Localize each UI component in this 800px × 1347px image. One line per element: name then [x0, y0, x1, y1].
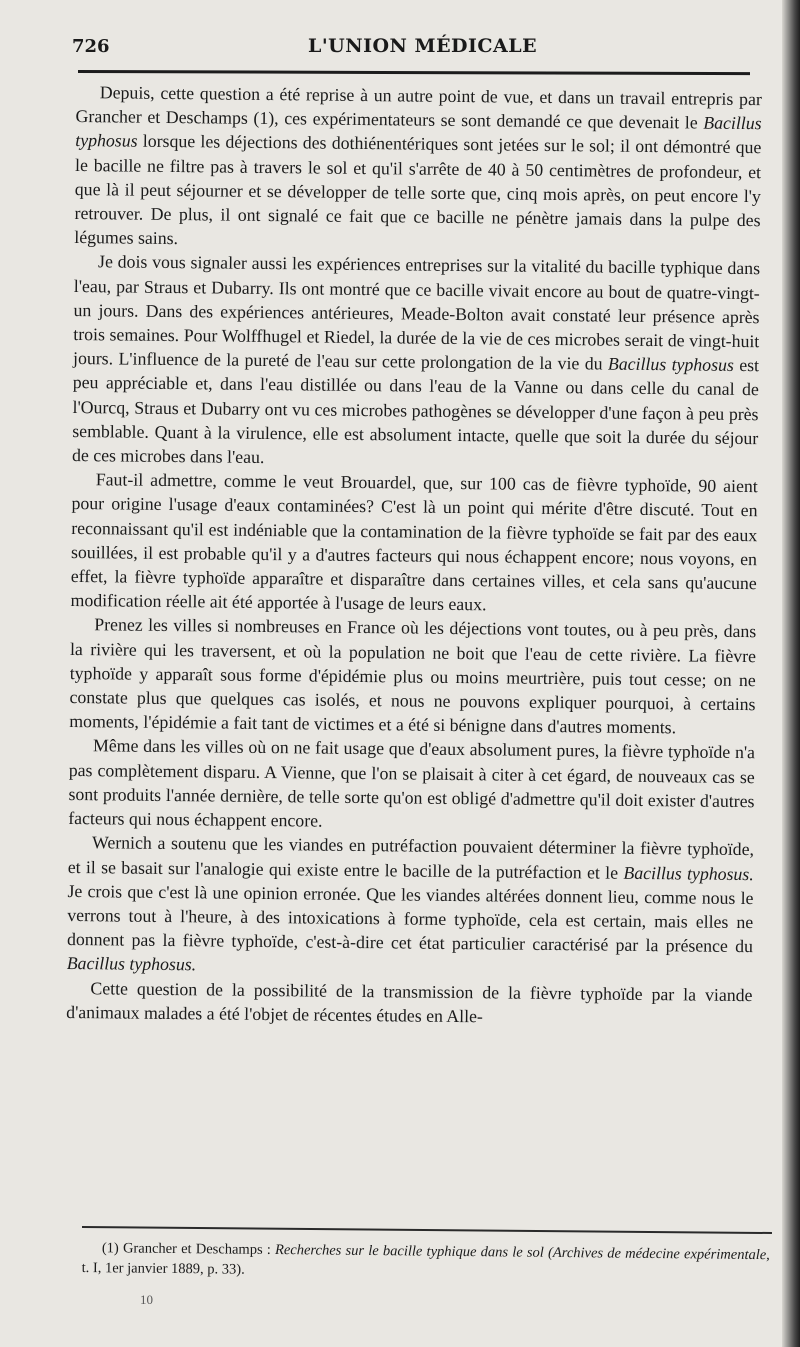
footnote-rule — [82, 1226, 772, 1234]
paragraph-2: Je dois vous signaler aussi les expériences entreprises sur la vitalité du bacille typhique dans l'eau, par Straus et Dubarry. Ils ont montré que ce bacille vivait encore au bout de quatre-vingt-un jours. Dans des expériences antérieures, Meade-Bolton avait constaté leur présence après trois semaines. Pour Wolffhugel et Riedel, la durée de la vie de ces microbes serait de vingt-huit jours. L'influence de la pureté de l'eau sur cette prolongation de la vie du Bacillus typhosus est peu appréciable et, dans l'eau distillée ou dans l'eau de la Vanne ou dans celle du canal de l'Ourcq, Straus et Dubarry ont vu ces microbes pathogènes se développer d'une façon à peu près semblable. Quant à la virulence, elle est absolument intacte, quelle que soit la durée du séjour de ces microbes dans l'eau. — [71, 251, 761, 468]
header-rule — [78, 70, 750, 75]
page-edge-shadow — [782, 0, 800, 1347]
signature-mark: 10 — [140, 1292, 153, 1307]
running-title: L'UNION MÉDICALE — [308, 35, 538, 57]
paragraph-7: Cette question de la possibilité de la transmission de la fièvre typhoïde par la viande d'animaux malades a été l'objet de récentes études en Alle- — [66, 977, 753, 1027]
paragraph-1: Depuis, cette question a été reprise à un autre point de vue, et dans un travail entrepris par Grancher et Deschamps (1), ces expérimentateurs se sont demandé ce que devenait le Bacillus typhosus lorsque les déjections des dothiénentériques sont jetées sur le sol; il ont démontré que le bacille ne filtre pas à travers le sol et qu'il s'arrête de 40 à 50 centimètres de profondeur, et que là il peut séjourner et se développer de telle sorte que, cinq mois après, on peut encore l'y retrouver. De plus, il ont signalé ce fait que ce bacille ne pénètre jamais dans la pulpe des légumes sains. — [74, 82, 762, 249]
article-body — [66, 80, 762, 1031]
paragraph-6: Wernich a soutenu que les viandes en putréfaction pouvaient déterminer la fièvre typhoïde, et il se basait sur l'analogie qui existe entre le bacille de la putréfaction et le Bacillus typhosus. Je crois que c'est là une opinion erronée. Que les viandes altérées donnent lieu, comme nous le verrons tout à l'heure, à des intoxications à forme typhoïde, cela est certain, mais elles ne donnent pas la fièvre typhoïde, c'est-à-dire cet état particulier caractérisé par la présence du Bacillus typhosus. — [66, 832, 755, 975]
page-number: 726 — [72, 36, 110, 57]
footnote: (1) Grancher et Deschamps : Recherches sur le bacille typhique dans le sol (Archives de médecine expérimentale, t. I, 1er janvier 1889, p. 33). — [81, 1240, 770, 1278]
page-header — [68, 32, 758, 66]
paragraph-5: Même dans les villes où on ne fait usage que d'eaux absolument pures, la fièvre typhoïde n'a pas complètement disparu. A Vienne, que l'on se plaisait à citer à cet égard, de nouveaux cas se sont produits l'année dernière, de telle sorte qu'on est obligé d'admettre qu'il doit exister d'autres facteurs qui nous échappent encore. — [68, 735, 756, 831]
paragraph-4: Prenez les villes si nombreuses en France où les déjections vont toutes, ou à peu près, dans la rivière qui les traversent, et où la population ne boit que l'eau de cette rivière. La fièvre typhoïde y apparaît sous forme d'épidémie plus ou moins meurtrière, puis tout cesse; on ne constate plus que quelques cas isolés, et nous ne pouvons expliquer pourquoi, à certains moments, l'épidémie a fait tant de victimes et a été si bénigne dans d'autres moments. — [69, 614, 757, 738]
paragraph-3: Faut-il admettre, comme le veut Brouardel, que, sur 100 cas de fièvre typhoïde, 90 aient pour origine l'usage d'eaux contaminées? C'est là un point qui mérite d'être discuté. Tout en reconnaissant qu'il est indéniable que la contamination de la fièvre typhoïde se fait par des eaux souillées, il est probable qu'il y a d'autres facteurs qui nous échappent encore; nous voyons, en effet, la fièvre typhoïde apparaître et disparaître dans certaines villes, et cela sans qu'aucune modification réelle ait été apportée à l'usage de leurs eaux. — [70, 469, 758, 615]
